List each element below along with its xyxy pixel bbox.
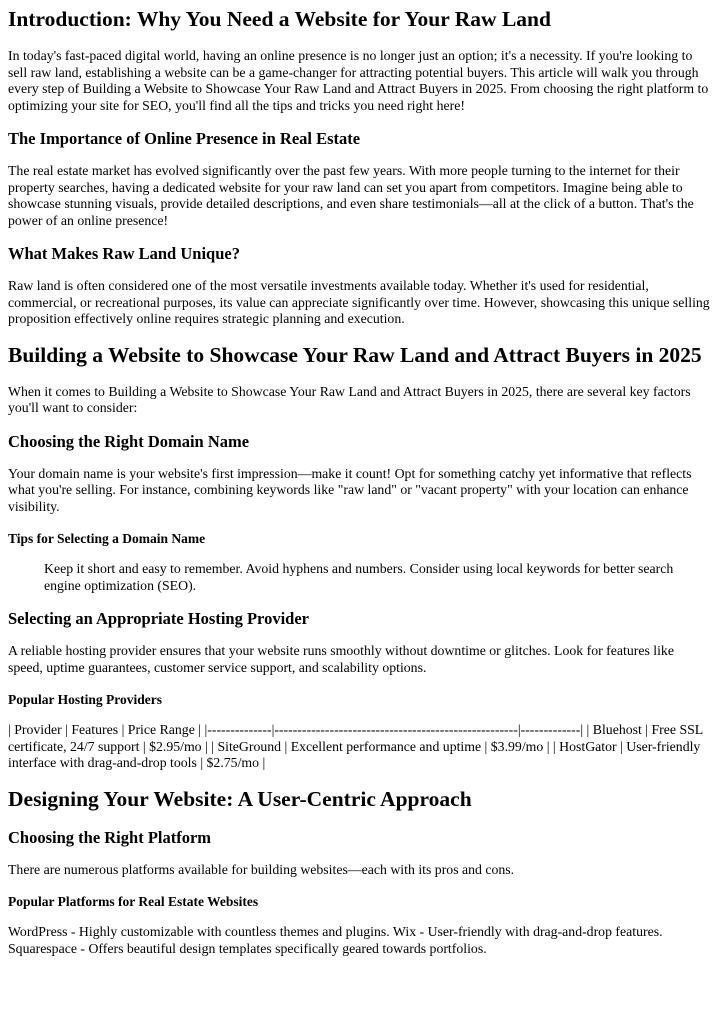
platform-heading: Choosing the Right Platform: [8, 827, 212, 847]
domain-tips-text: Keep it short and easy to remember. Avoid hyphens and numbers. Consider using local keywords for better search engine optimization (SEO).: [44, 561, 674, 593]
hosting-paragraph: A reliable hosting provider ensures that your website runs smoothly without downtime or glitches. Look for features like speed, uptime guarantees, customer service support, and scalability options.: [8, 643, 674, 675]
domain-tips-heading: Tips for Selecting a Domain Name: [8, 531, 206, 546]
designing-title: Designing Your Website: A User-Centric Approach: [8, 786, 472, 811]
hosting-providers-table-text: | Provider | Features | Price Range | |--------------|-----------------------------------------------------|-------------| | Bluehost | Free SSL certificate, 24/7 support | $2.95/mo | | SiteGround | Excellent performance and uptime | $3.99/mo | | HostGator | User-friendly interface with drag-and-drop tools | $2.75/mo |: [8, 722, 703, 770]
hosting-providers-heading: Popular Hosting Providers: [8, 692, 163, 707]
popular-platforms-text: WordPress - Highly customizable with countless themes and plugins. Wix - User-friendly with drag-and-drop features. Squarespace - Offers beautiful design templates specifically geared towards portfolios.: [8, 924, 663, 956]
hosting-heading: Selecting an Appropriate Hosting Provider: [8, 609, 309, 628]
intro-paragraph: In today's fast-paced digital world, having an online presence is no longer just an option; it's a necessity. If you're looking to sell raw land, establishing a website can be a game-changer for attracting potential buyers. This article will walk you through every step of Building a Website to Showcase Your Raw Land and Attract Buyers in 2025. From choosing the right platform to optimizing your site for SEO, you'll find all the tips and tricks you need right here!: [8, 48, 709, 113]
popular-platforms-heading: Popular Platforms for Real Estate Websites: [8, 894, 259, 909]
importance-paragraph: The real estate market has evolved significantly over the past few years. With more people turning to the internet for their property searches, having a dedicated website for your raw land can set you apart from competitors. Imagine being able to showcase stunning visuals, provide detailed descriptions, and even share testimonials—all at the click of a button. That's the power of an online presence!: [8, 163, 694, 228]
importance-heading: The Importance of Online Presence in Real Estate: [8, 129, 361, 148]
unique-heading: What Makes Raw Land Unique?: [8, 244, 240, 263]
building-title: Building a Website to Showcase Your Raw Land and Attract Buyers in 2025: [8, 342, 702, 367]
domain-paragraph: Your domain name is your website's first impression—make it count! Opt for something catchy yet informative that reflects what you're selling. For instance, combining keywords like "raw land" or "vacant property" with your location can enhance visibility.: [8, 465, 692, 514]
intro-title: Introduction: Why You Need a Website for Your Raw Land: [8, 7, 551, 31]
domain-heading: Choosing the Right Domain Name: [8, 431, 250, 451]
unique-paragraph: Raw land is often considered one of the most versatile investments available today. Whether it's used for residential, commercial, or recreational purposes, its value can appreciate significantly over time. However, showcasing this unique selling proposition effectively online requires strategic planning and execution.: [8, 278, 710, 326]
building-paragraph: When it comes to Building a Website to Showcase Your Raw Land and Attract Buyers in 2025, there are several key factors you'll want to consider:: [8, 383, 691, 415]
platform-paragraph: There are numerous platforms available for building websites—each with its pros and cons.: [8, 861, 515, 877]
